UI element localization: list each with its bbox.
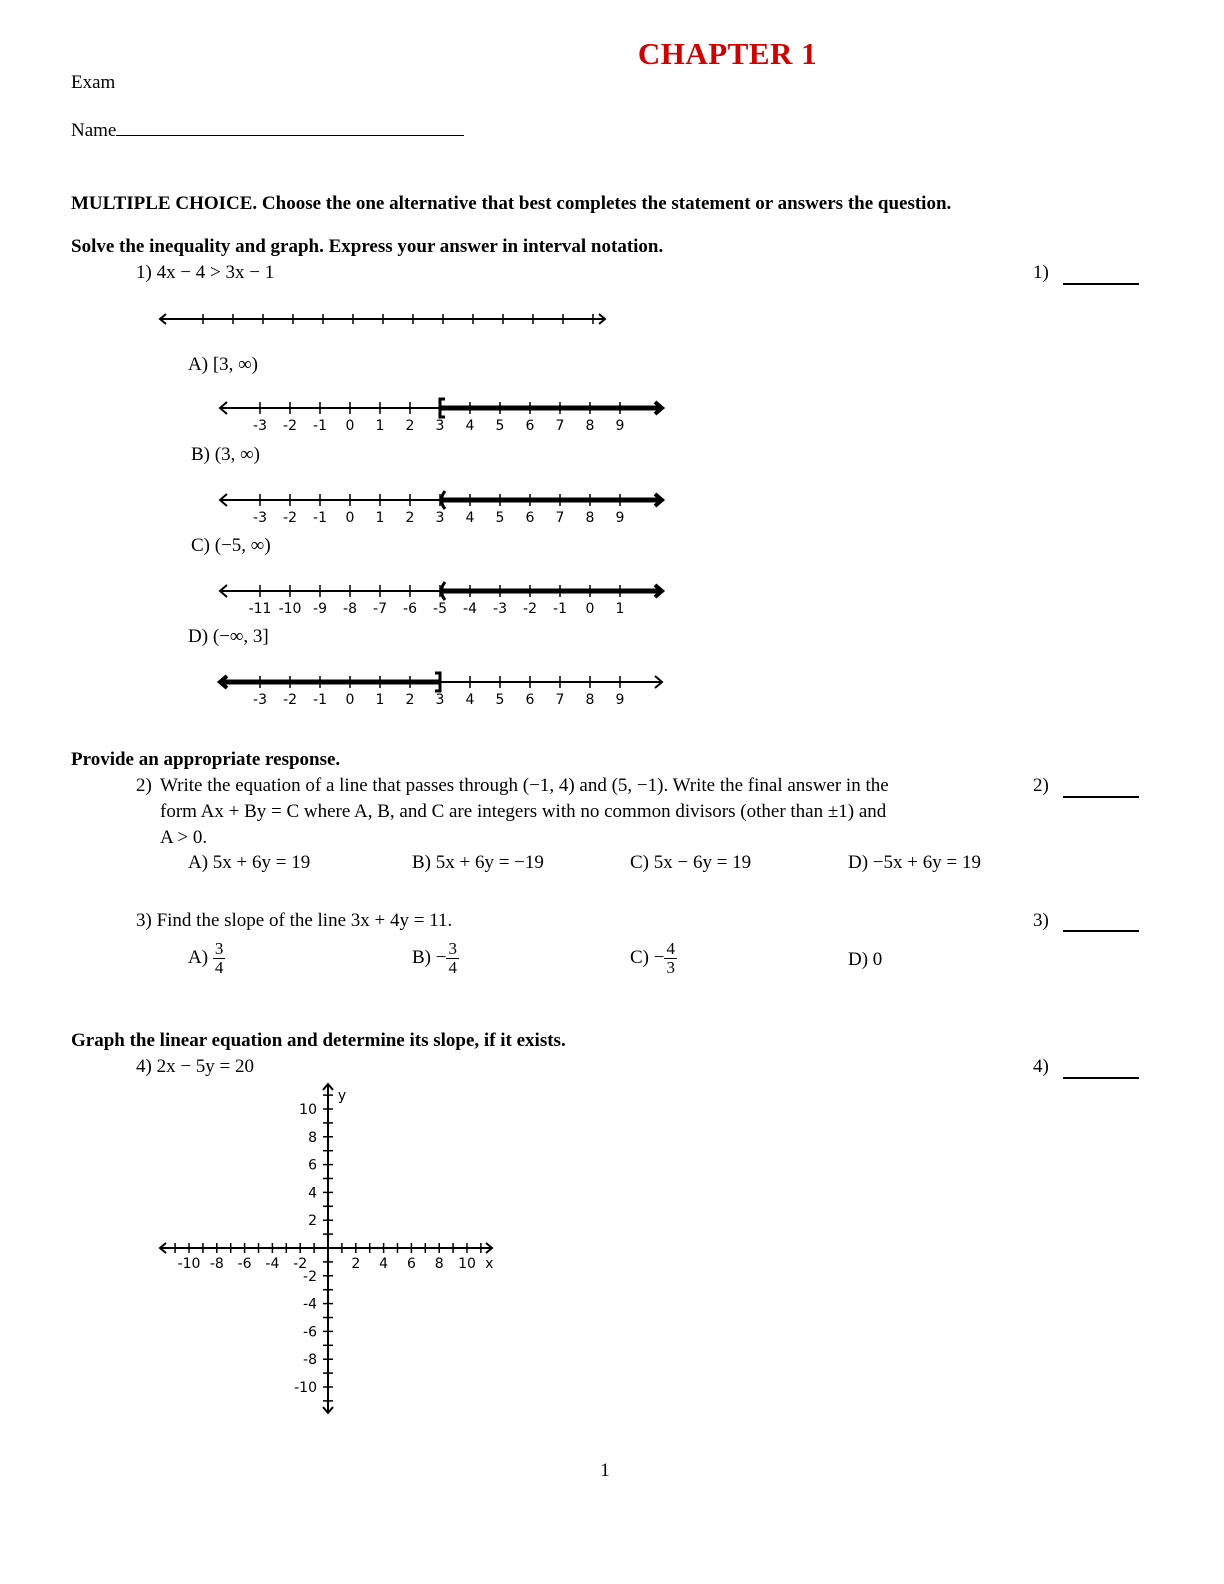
tick-label: 4	[465, 418, 475, 434]
q3-choice-c[interactable]	[630, 940, 677, 977]
q2-answer-blank[interactable]	[1063, 796, 1139, 798]
tick-label: -1	[313, 692, 327, 708]
tick-label: -1	[313, 418, 327, 434]
y-tick-label: 4	[308, 1185, 317, 1202]
x-tick-label: -10	[177, 1256, 201, 1272]
x-tick-label: 2	[351, 1256, 361, 1272]
tick-label: -3	[253, 418, 267, 434]
q1-stem	[136, 262, 274, 284]
tick-label: -2	[283, 510, 297, 526]
tick-label: 1	[375, 510, 385, 526]
q1-choice-a-text: [3, ∞)	[212, 354, 259, 375]
q1-choice-b-graph	[212, 488, 672, 528]
name-label: Name	[71, 120, 117, 141]
q2-choice-c[interactable]: C) 5x − 6y = 19	[630, 852, 752, 873]
q3-choice-a[interactable]	[188, 940, 225, 977]
q3-choice-c-fraction	[664, 940, 677, 977]
section3-heading: Graph the linear equation and determine its slope, if it exists.	[71, 1030, 566, 1051]
tick-label: 5	[495, 510, 505, 526]
q1-choice-d-text: (−∞, 3]	[212, 626, 269, 647]
numerator: 3	[448, 939, 457, 958]
tick-label: 4	[465, 510, 475, 526]
x-axis-label: x	[485, 1256, 494, 1272]
q3-answer-blank[interactable]	[1063, 930, 1139, 932]
tick-label: -10	[278, 601, 302, 617]
tick-label: -2	[523, 601, 537, 617]
q2-number: 2)	[136, 775, 152, 796]
q2-choice-d[interactable]: D) −5x + 6y = 19	[848, 852, 981, 873]
q3-answer-label: 3)	[1033, 910, 1049, 931]
tick-label: 8	[585, 418, 595, 434]
tick-label: -3	[253, 692, 267, 708]
tick-label: 3	[435, 418, 445, 434]
tick-label: -6	[403, 601, 417, 617]
q1-choice-a-label: A)	[188, 354, 209, 375]
denominator: 4	[214, 958, 224, 977]
tick-label: 0	[345, 692, 355, 708]
q1-choice-d-graph	[212, 670, 672, 710]
tick-label: -9	[313, 601, 327, 617]
tick-label: 7	[555, 692, 565, 708]
y-tick-label: 6	[308, 1157, 317, 1174]
tick-label: 1	[375, 692, 385, 708]
q1-choice-b-label: B)	[191, 444, 210, 465]
x-tick-label: -2	[293, 1256, 308, 1272]
tick-label: 5	[495, 418, 505, 434]
tick-label: -5	[433, 601, 447, 617]
y-tick-label: 2	[308, 1213, 317, 1230]
y-tick-label: -6	[303, 1324, 317, 1341]
tick-label: 5	[495, 692, 505, 708]
tick-label: 2	[405, 692, 415, 708]
instructions: MULTIPLE CHOICE. Choose the one alternative that best completes the statement or answers the question.	[71, 193, 952, 214]
numerator: 3	[214, 939, 224, 958]
q3-choice-b-fraction	[446, 940, 459, 977]
q1-answer-label: 1)	[1033, 262, 1049, 283]
tick-label: 1	[375, 418, 385, 434]
q4-text: 2x − 5y = 20	[156, 1056, 255, 1077]
y-tick-label: -4	[303, 1296, 317, 1313]
numerator: 4	[666, 939, 675, 958]
y-axis-label: y	[337, 1088, 347, 1104]
q1-choice-d[interactable]	[188, 626, 269, 648]
q1-choice-c-text: (−5, ∞)	[214, 535, 271, 556]
q1-choice-d-label: D)	[188, 626, 209, 647]
q1-choice-a-graph	[212, 396, 672, 436]
minus-sign: −	[435, 946, 447, 968]
tick-label: -2	[283, 418, 297, 434]
tick-label: 3	[435, 510, 445, 526]
q4-number: 4)	[136, 1056, 152, 1077]
q1-blank-number-line	[155, 308, 615, 332]
tick-label: 0	[585, 601, 595, 617]
x-tick-label: 4	[379, 1256, 389, 1272]
tick-label: -4	[463, 601, 477, 617]
tick-label: -3	[253, 510, 267, 526]
x-tick-label: -6	[237, 1256, 252, 1272]
tick-label: 9	[615, 510, 625, 526]
page-number: 1	[600, 1460, 610, 1481]
y-tick-label: 10	[299, 1102, 317, 1118]
q4-answer-label: 4)	[1033, 1056, 1049, 1077]
q4-coordinate-grid[interactable]	[150, 1078, 510, 1423]
tick-label: 1	[615, 601, 625, 617]
tick-label: 7	[555, 510, 565, 526]
x-tick-label: 10	[458, 1256, 476, 1272]
tick-label: 4	[465, 692, 475, 708]
tick-label: -1	[313, 510, 327, 526]
tick-label: -3	[493, 601, 507, 617]
q1-choice-a[interactable]	[188, 354, 258, 376]
exam-label: Exam	[71, 72, 116, 93]
tick-label: 6	[525, 418, 535, 434]
q3-text: Find the slope of the line 3x + 4y = 11.	[156, 910, 453, 931]
q1-choice-b[interactable]	[191, 444, 260, 466]
q2-choice-b[interactable]: B) 5x + 6y = −19	[412, 852, 544, 873]
q1-answer-blank[interactable]	[1063, 283, 1139, 285]
y-tick-label: 8	[308, 1129, 317, 1146]
tick-label: -11	[248, 601, 272, 617]
q3-choice-c-label: C)	[630, 946, 649, 968]
q2-line2: form Ax + By = C where A, B, and C are integers with no common divisors (other than ±1) and	[160, 801, 887, 822]
x-tick-label: -8	[209, 1256, 224, 1272]
q1-choice-b-text: (3, ∞)	[214, 444, 260, 465]
q2-line1: Write the equation of a line that passes through (−1, 4) and (5, −1). Write the final answer in the	[160, 775, 889, 796]
tick-label: 8	[585, 510, 595, 526]
y-tick-label: -10	[294, 1380, 317, 1396]
minus-sign: −	[653, 946, 665, 968]
tick-label: 6	[525, 692, 535, 708]
q4-answer-blank[interactable]	[1063, 1077, 1139, 1079]
y-tick-label: -2	[303, 1268, 317, 1285]
q3-choice-b-label: B)	[412, 946, 431, 968]
q2-choice-a[interactable]: A) 5x + 6y = 19	[188, 852, 311, 873]
section1-heading: Solve the inequality and graph. Express your answer in interval notation.	[71, 236, 664, 257]
chapter-title: CHAPTER 1	[637, 36, 818, 71]
x-tick-label: -4	[265, 1256, 280, 1272]
tick-label: 9	[615, 692, 625, 708]
denominator: 4	[448, 958, 457, 977]
q3-stem	[136, 910, 452, 932]
denominator: 3	[666, 958, 675, 977]
x-tick-label: 6	[406, 1256, 416, 1272]
tick-label: 6	[525, 510, 535, 526]
q3-choice-b[interactable]	[412, 940, 459, 977]
tick-label: 2	[405, 510, 415, 526]
tick-label: -8	[343, 601, 357, 617]
q1-choice-c-graph	[212, 579, 672, 619]
tick-label: -2	[283, 692, 297, 708]
tick-label: 2	[405, 418, 415, 434]
y-tick-label: -8	[303, 1352, 317, 1369]
q2-line3: A > 0.	[160, 827, 208, 848]
tick-label: 8	[585, 692, 595, 708]
q2-answer-label: 2)	[1033, 775, 1049, 796]
tick-label: 9	[615, 418, 625, 434]
q4-stem	[136, 1056, 254, 1078]
q3-choice-d[interactable]: D) 0	[848, 949, 883, 970]
tick-label: -1	[553, 601, 567, 617]
tick-label: 0	[345, 510, 355, 526]
x-tick-label: 8	[434, 1256, 444, 1272]
section2-heading: Provide an appropriate response.	[71, 749, 341, 770]
name-row	[71, 120, 464, 142]
tick-label: 0	[345, 418, 355, 434]
tick-label: 3	[435, 692, 445, 708]
q1-choice-c-label: C)	[191, 535, 210, 556]
tick-label: -7	[373, 601, 387, 617]
q1-choice-c[interactable]	[191, 535, 271, 557]
name-blank[interactable]	[116, 135, 464, 136]
q3-number: 3)	[136, 910, 152, 931]
q1-text: 4x − 4 > 3x − 1	[156, 262, 275, 283]
q1-number: 1)	[136, 262, 152, 283]
q3-choice-a-label: A)	[188, 946, 209, 968]
tick-label: 7	[555, 418, 565, 434]
q3-choice-a-fraction	[213, 940, 226, 977]
